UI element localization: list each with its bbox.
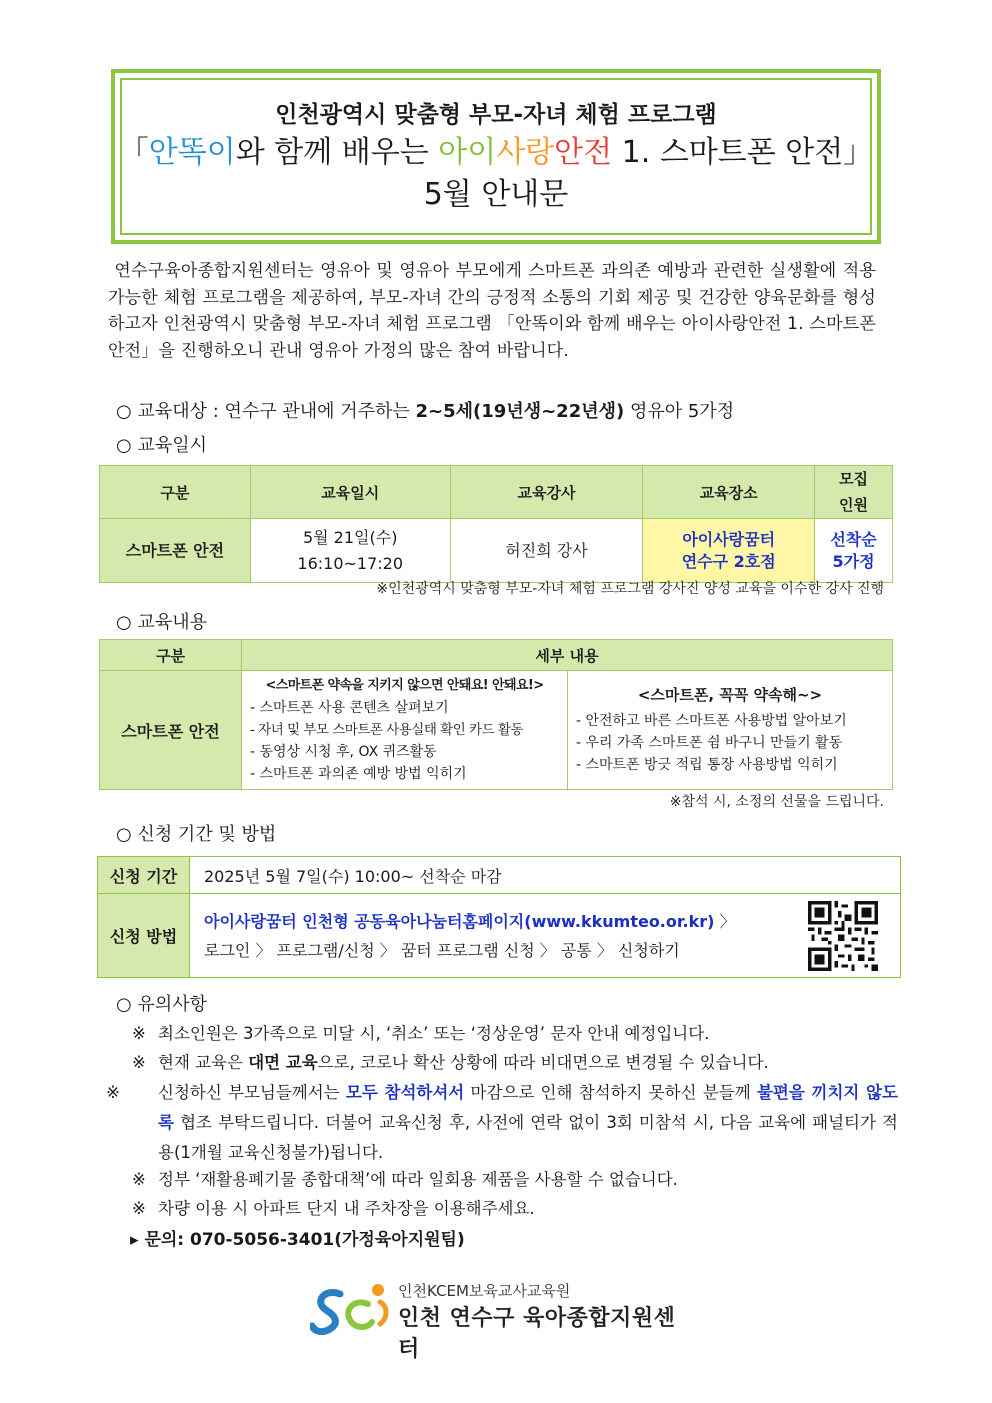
title-mid: 와 함께 배우는 — [235, 134, 439, 170]
title-anjeon: 안전 — [554, 134, 613, 170]
table-row — [100, 671, 893, 790]
center-logo-icon — [310, 1280, 394, 1340]
caution-2c: 으로, 코로나 확산 상황에 따라 비대면으로 변경될 수 있습니다. — [317, 1053, 769, 1072]
row-place-1: 아이사랑꿈터 — [682, 529, 776, 549]
title-bracket: 「 — [118, 134, 149, 170]
col-instructor: 교육강사 — [450, 466, 643, 519]
content-table — [99, 639, 893, 790]
caution-2b: 대면 교육 — [248, 1053, 318, 1072]
caution-mark: ※ — [132, 1170, 146, 1189]
title-sarang: 사랑 — [496, 134, 555, 170]
homepage-link[interactable]: 아이사랑꿈터 인천형 공동육아나눔터홈페이지(www.kkumteo.or.kr) — [204, 911, 715, 931]
center-logo — [310, 1280, 690, 1362]
table-row — [100, 519, 893, 583]
apply-method-label: 신청 방법 — [98, 894, 190, 978]
content-col-category: 구분 — [100, 640, 242, 671]
caution-3d: 불편을 끼치지 않도록 — [158, 1083, 898, 1132]
target-age: 2~5세(19년생~22년생) — [415, 401, 625, 422]
list-item: - 스마트폰 과의존 예방 방법 익히기 — [250, 766, 467, 782]
row-quota-2: 5가정 — [832, 551, 875, 571]
qr-code-icon[interactable] — [808, 901, 878, 971]
col-quota-1: 모집 — [839, 470, 869, 488]
content-left — [242, 671, 568, 790]
content-right-title: <스마트폰, 꼭꼭 약속해~> — [637, 686, 823, 704]
list-item: - 동영상 시청 후, OX 퀴즈활동 — [250, 744, 437, 760]
caution-heading: ○ 유의사항 — [116, 994, 207, 1015]
col-category: 구분 — [100, 466, 251, 519]
caution-4-text: 정부 ‘재활용폐기물 종합대책’에 따라 일회용 제품을 사용할 수 없습니다. — [158, 1170, 678, 1189]
caution-mark: ※ — [132, 1024, 146, 1043]
title-line3: 5월 안내문 — [423, 176, 569, 212]
caution-4 — [132, 1165, 898, 1195]
content-note: ※참석 시, 소정의 선물을 드립니다. — [669, 794, 884, 810]
content-header-row — [100, 640, 893, 671]
list-item: - 자녀 및 부모 스마트폰 사용실태 확인 카드 활동 — [250, 722, 523, 738]
schedule-heading: ○ 교육일시 — [116, 435, 207, 456]
caution-mark: ※ — [106, 1083, 120, 1102]
apply-table — [97, 856, 901, 978]
row-quota-1: 선착순 — [830, 529, 877, 549]
caution-3 — [106, 1078, 898, 1168]
col-place: 교육장소 — [643, 466, 815, 519]
title-line1: 인천광역시 맞춤형 부모-자녀 체험 프로그램 — [275, 101, 717, 128]
schedule-header-row — [100, 466, 893, 519]
title-line2 — [119, 132, 873, 174]
row-place — [643, 519, 815, 583]
title-box — [111, 69, 881, 244]
row-quota — [815, 519, 893, 583]
list-item: - 안전하고 바른 스마트폰 사용방법 알아보기 — [576, 713, 847, 729]
list-item: - 스마트폰 방긋 적립 통장 사용방법 익히기 — [576, 757, 838, 773]
caution-1-text: 최소인원은 3가족으로 미달 시, ‘취소’ 또는 ‘정상운영’ 문자 안내 예정입니다. — [158, 1024, 710, 1043]
logo-small-text: 인천KCEM보육교사교육원 — [398, 1282, 571, 1300]
caution-2 — [132, 1048, 898, 1078]
content-right — [568, 671, 893, 790]
title-inner — [120, 78, 872, 235]
title-andoki: 안똑이 — [148, 134, 236, 170]
caution-3b: 모두 참석하셔서 — [345, 1083, 465, 1102]
caution-mark: ※ — [132, 1053, 146, 1072]
caution-5 — [132, 1194, 898, 1224]
target-suffix: 영유아 5가정 — [624, 401, 735, 422]
apply-period-value: 2025년 5월 7일(수) 10:00~ 선착순 마감 — [190, 857, 901, 894]
row-instructor: 허진희 강사 — [450, 519, 643, 583]
caution-mark: ※ — [132, 1199, 146, 1218]
row-place-2: 연수구 2호점 — [681, 551, 776, 571]
target-prefix: ○ 교육대상 : 연수구 관내에 거주하는 — [116, 401, 416, 422]
apply-period-label: 신청 기간 — [98, 857, 190, 894]
caution-3-body — [106, 1078, 898, 1168]
row-time: 16:10~17:20 — [297, 553, 404, 573]
intro-text: 연수구육아종합지원센터는 영유아 및 영유아 부모에게 스마트폰 과의존 예방과 관련한 실생활에 적용 가능한 체험 프로그램을 제공하여, 부모-자녀 간의 긍정적 소통의 기회 제공 및 건강한 양육문화를 형성하고자 인천광역시 맞춤형 부모-자녀 체험 프로그램 「안똑이와 함께 배우는 아이사랑안전 1. 스마트폰 안전」을 진행하오니 관내 영유아 가정의 많은 참여 바랍니다. — [108, 261, 876, 361]
apply-heading: ○ 신청 기간 및 방법 — [116, 824, 277, 845]
content-left-title: <스마트폰 약속을 지키지 않으면 안돼요! 안돼요!> — [265, 678, 544, 693]
row-category: 스마트폰 안전 — [100, 519, 251, 583]
col-date: 교육일시 — [250, 466, 450, 519]
table-row — [98, 857, 901, 894]
intro-paragraph — [108, 258, 876, 364]
target-line — [116, 397, 734, 423]
title-ai: 아이 — [438, 134, 497, 170]
contact-info: ▸ 문의: 070-5056-3401(가정육아지원팀) — [130, 1230, 465, 1250]
content-heading: ○ 교육내용 — [116, 612, 207, 633]
caution-1 — [132, 1019, 898, 1049]
caution-2a: 현재 교육은 — [158, 1053, 249, 1072]
method-arrow: 〉 — [714, 911, 736, 931]
caution-5-text: 차량 이용 시 아파트 단지 내 주차장을 이용해주세요. — [158, 1199, 535, 1218]
row-datetime — [250, 519, 450, 583]
schedule-table — [99, 465, 893, 583]
apply-method-value — [190, 894, 901, 978]
title-tail: 1. 스마트폰 안전」 — [612, 134, 874, 170]
row-date: 5월 21일(수) — [302, 527, 398, 547]
content-col-detail: 세부 내용 — [242, 640, 893, 671]
caution-3e: 협조 부탁드립니다. 더불어 교육신청 후, 사전에 연락 없이 3회 미참석 시, 다음 교육에 패널티가 적용(1개월 교육신청불가)됩니다. — [158, 1113, 898, 1162]
schedule-note: ※인천광역시 맞춤형 부모-자녀 체험 프로그램 강사진 양성 교육을 이수한 강사 진행 — [376, 581, 884, 597]
col-quota-2: 인원 — [839, 496, 869, 514]
caution-3a: 신청하신 부모님들께서는 — [158, 1083, 346, 1102]
content-category: 스마트폰 안전 — [100, 671, 242, 790]
list-item: - 우리 가족 스마트폰 쉼 바구니 만들기 활동 — [576, 735, 843, 751]
method-steps: 로그인 〉 프로그램/신청 〉 꿈터 프로그램 신청 〉 공통 〉 신청하기 — [204, 940, 680, 960]
table-row — [98, 894, 901, 978]
col-quota — [815, 466, 893, 519]
logo-large-text: 인천 연수구 육아종합지원센터 — [398, 1306, 676, 1362]
caution-3c: 마감으로 인해 참석하지 못하신 분들께 — [464, 1083, 757, 1102]
list-item: - 스마트폰 사용 콘텐츠 살펴보기 — [250, 700, 449, 716]
